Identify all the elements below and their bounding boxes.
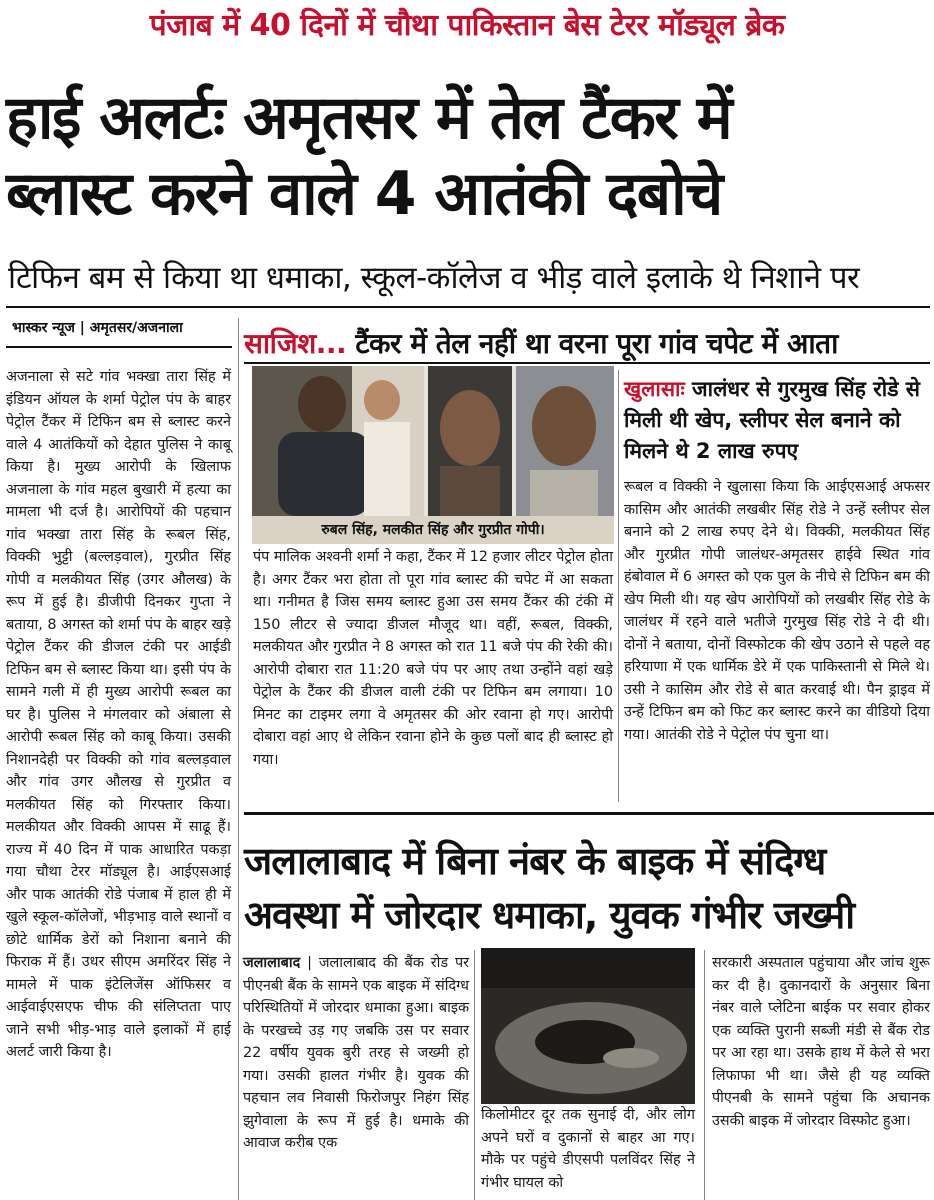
divider-sajish <box>244 362 930 364</box>
accused-photo-graphic <box>252 366 614 516</box>
kicker-headline: पंजाब में 40 दिनों में चौथा पाकिस्तान बेस टेरर मॉड्यूल ब्रेक <box>149 8 785 43</box>
khulasa-label: खुलासाः <box>624 377 685 401</box>
photo-caption: रुबल सिंह, मलकीत सिंह और गुरप्रीत गोपी। <box>252 516 614 544</box>
dateline: जलालाबाद <box>243 955 301 971</box>
jalalabad-column-2: किलोमीटर दूर तक सुनाई दी, और लोग अपने घरों व दुकानों से बाहर आ गए। मौके पर पहुंचे डीएसपी पलविंदर सिंह ने गंभीर घायल को <box>481 1107 695 1191</box>
headline-line-1: हाई अलर्टः अमृतसर में तेल टैंकर में <box>6 83 732 153</box>
jalalabad-headline <box>244 834 934 942</box>
sub-headline: टिफिन बम से किया था धमाका, स्कूल-कॉलेज व भीड़ वाले इलाके थे निशाने पर <box>8 260 860 296</box>
jalalabad-headline-line-1: जलालाबाद में बिना नंबर के बाइक में संदिग्ध <box>244 839 826 883</box>
jalalabad-headline-line-2: अवस्था में जोरदार धमाका, युवक गंभीर जख्मी <box>244 893 855 937</box>
divider-jalalabad <box>244 812 934 815</box>
left-column-text: अजनाला से सटे गांव भक्खा तारा सिंह में इंडियन ऑयल के शर्मा पेट्रोल पंप के बाहर पेट्रोल टैंकर में टिफिन बम से ब्लास्ट करने वाले 4 आतंकियों को देहात पुलिस ने काबू किया है। मुख्य आरोपी के खिलाफ अजनाला के गांव महल बुखारी में हत्या का मामला भी दर्ज है। आरोपियों की पहचान गांव भक्खा तारा सिंह के रूबल सिंह, विक्की भुट्टी (बल्लड़वाल), गुरप्रीत सिंह गोपी व मलकीयत सिंह (उगर औलख) के रूप में हुई है। डीजीपी दिनकर गुप्ता ने बताया, 8 अगस्त को शर्मा पंप के बाहर खड़े पेट्रोल टैंकर की डीजल टंकी पर आईडी टिफिन बम से ब्लास्ट किया था। इसी पंप के सामने गली में ही मुख्य आरोपी रूबल का घर है। पुलिस ने मंगलवार को अंबाला से आरोपी रूबल सिंह को काबू किया। उसकी निशानदेही पर विक्की को गांव बल्लड़वाल और गांव उगर औलख से गुरप्रीत व मलकीयत सिंह को गिरफ्तार किया। मलकीयत और विक्की आपस में साढू हैं। राज्य में 40 दिन में पाक आधारित पकड़ा गया चौथा टेरर मॉड्यूल है। आईएसआई और पाक आतंकी रोडे पंजाब में हाल ही में खुले स्कूल-कॉलेजों, भीड़भाड़ वाले स्थानों व छोटे धार्मिक डेरों को निशाना बनाने की फिराक में हैं। उधर सीएम अमरिंदर सिंह ने मामले में पाक इंटेलिजेंस ऑफिसर व आईवाईएसएफ चीफ की संलिप्तता पाए जाने सभी भीड़-भाड़ वाले इलाकों में हाई अलर्ट जारी किया है। <box>6 369 231 1060</box>
byline: भास्कर न्यूज | अमृतसर/अजनाला <box>12 320 183 336</box>
khulasa-headline <box>624 374 930 467</box>
jalalabad-column-1-text: जलालाबाद की बैंक रोड पर पीएनबी बैंक के सामने एक बाइक में संदिग्ध परिस्थितियों में जोरदार धमाका हुआ। बाइक के परखच्चे उड़ गए जबकि उस पर सवार 22 वर्षीय युवक बुरी तरह से जख्मी हो गया। उसकी हालत गंभीर है। युवक की पहचान लव निवासी फिरोजपुर निहंग सिंह झुगेवाला के रूप में हुई है। धमाके की आवाज करीब एक <box>243 955 470 1151</box>
middle-column-text: पंप मालिक अश्वनी शर्मा ने कहा, टैंकर में 12 हजार लीटर पेट्रोल होता है। अगर टैंकर भरा होता तो पूरा गांव ब्लास्ट की चपेट में आ सकता था। गनीमत है जिस समय ब्लास्ट हुआ उस समय टैंकर की टंकी में 150 लीटर से ज्यादा डीजल मौजूद था। वहीं, रूबल, विक्की, मलकीयत और गुरप्रीत ने 8 अगस्त को रात 11 बजे पंप की रेकी की। आरोपी दोबारा रात 11:20 बजे पंप पर आए तथा उन्होंने वहां खड़े पेट्रोल के टैंकर की डीजल वाली टंकी पर टिफिन बम लगाया। 10 मिनट का टाइमर लगा वे अमृतसर की ओर रवाना हो गए। आरोपी दोबारा वहां आए थे लेकिन रवाना होने के कुछ पलों बाद ही ब्लास्ट हो गया। <box>253 549 613 768</box>
sajish-label: साजिश... <box>244 327 347 360</box>
jalalabad-divider-2 <box>704 950 705 1200</box>
headline-line-2: ब्लास्ट करने वाले 4 आतंकी दबोचे <box>6 159 722 229</box>
khulasa-text: जालंधर से गुरमुख सिंह रोडे से मिली थी खेप, स्लीपर सेल बनाने को मिलने थे 2 लाख रुपए <box>624 377 920 463</box>
column-divider <box>238 318 239 1200</box>
right-column-text: रूबल व विक्की ने खुलासा किया कि आईएसआई अफसर कासिम और आतंकी लखबीर सिंह रोडे ने उन्हें स्लीपर सेल बनाने को 2 लाख रुपए देने थे। विक्की, मलकीयत सिंह और गुरप्रीत गोपी जालंधर-अमृतसर हाईवे स्थित गांव हंबोवाल में 6 अगस्त को एक पुल के नीचे से टिफिन बम की खेप मिली थी। यह खेप आरोपियों को लखबीर सिंह रोडे के जालंधर में रहने वाले भतीजे गुरमुख सिंह रोडे ने दी थी। दोनों ने बताया, दोनों विस्फोटक की खेप उठाने से पहले वह हरियाणा में एक धार्मिक डेरे में एक पाकिस्तानी से मिले थे। उसी ने कासिम और रोडे से बात करवाई थी। पैन ड्राइव में उन्हें टिफिन बम को फिट कर ब्लास्ट करने का वीडियो दिया गया। आतंकी रोडे ने पेट्रोल पंप चुना था। <box>624 479 930 743</box>
blast-photo <box>481 948 695 1104</box>
divider-byline <box>6 346 232 348</box>
main-headline <box>6 80 930 232</box>
column-divider-right <box>618 370 619 802</box>
jalalabad-divider-1 <box>474 950 475 1200</box>
blast-photo-graphic <box>481 948 695 1104</box>
jalalabad-column-3: सरकारी अस्पताल पहुंचाया और जांच शुरू कर दी है। दुकानदारों के अनुसार बिना नंबर वाले प्लेटिना बाईक पर सवार होकर एक व्यक्ति पुरानी सब्जी मंडी से बैंक रोड पर आ रहा था। उसके हाथ में केले से भरा लिफाफा भी था। जैसे ही यह व्यक्ति पीएनबी के सामने पहुंचा कि अचानक उसकी बाइक में जोरदार विस्फोट हुआ। <box>712 955 930 1129</box>
sajish-text: टैंकर में तेल नहीं था वरना पूरा गांव चपेट में आता <box>355 327 838 360</box>
jalalabad-column-1: जलालाबाद | जलालाबाद की बैंक रोड पर पीएनबी बैंक के सामने एक बाइक में संदिग्ध परिस्थितियों में जोरदार धमाका हुआ। बाइक के परखच्चे उड़ गए जबकि उस पर सवार 22 वर्षीय युवक बुरी तरह से जख्मी हो गया। उसकी हालत गंभीर है। युवक की पहचान लव निवासी फिरोजपुर निहंग सिंह झुगेवाला के रूप में हुई है। धमाके की आवाज करीब एक <box>243 955 470 1151</box>
divider-top <box>6 306 930 308</box>
